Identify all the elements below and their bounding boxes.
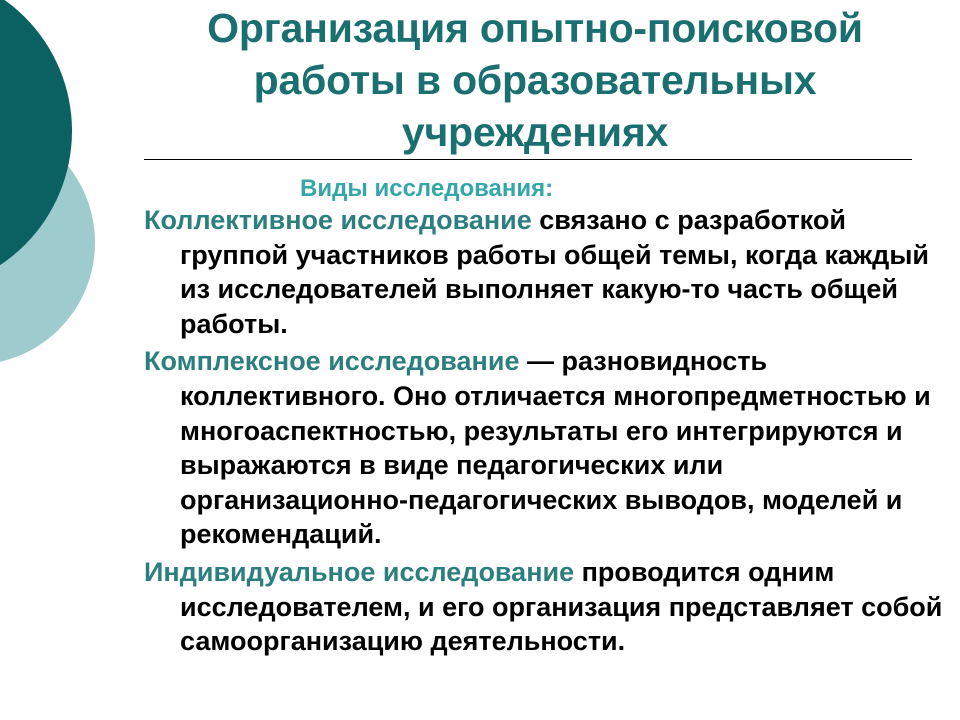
title-line-1: Организация опытно-поисковой: [207, 5, 863, 51]
description-collective: связано с разработкой группой участников работы общей темы, когда каждый из исследователей выполняет какую-то часть общей работы.: [180, 205, 929, 339]
title-divider: [144, 159, 912, 160]
slide-title: [140, 2, 930, 158]
subheading: Виды исследования:: [300, 175, 554, 202]
list-item-complex: [144, 344, 949, 552]
list-item-individual: [144, 555, 949, 659]
title-line-3: учреждениях: [401, 109, 669, 155]
description-individual: проводится одним исследователем, и его организация представляет собой самоорганизацию деятельности.: [180, 556, 943, 657]
term-individual: Индивидуальное исследование: [144, 556, 575, 587]
term-complex: Комплексное исследование: [144, 346, 520, 377]
list-item-collective: [144, 203, 949, 341]
research-types-list: [144, 203, 949, 662]
term-collective: Коллективное исследование: [144, 205, 532, 235]
title-line-2: работы в образовательных: [253, 57, 817, 103]
description-complex: — разновидность коллективного. Оно отличается многопредметностью и многоаспектностью, результаты его интегрируются и выражаются в виде педагогических или организационно-педагогических выводов, моделей и рекомендаций.: [180, 346, 931, 550]
